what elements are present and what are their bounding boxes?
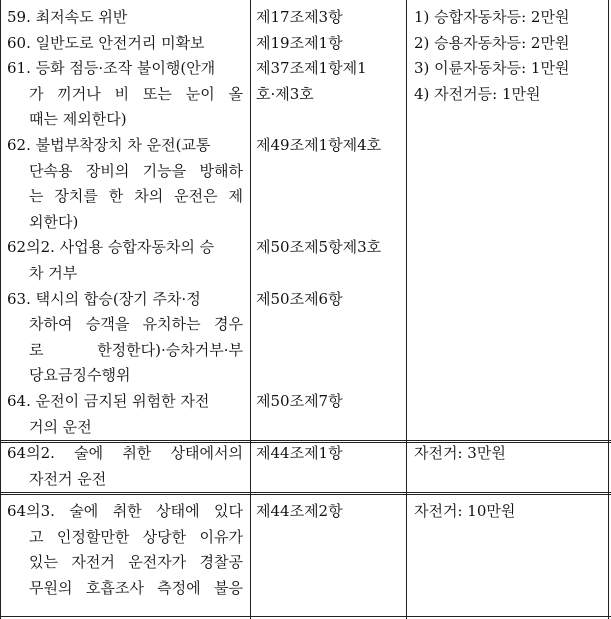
violation-cell (7, 5, 243, 440)
violation-line: 무원의 호흡조사 측정에 불응 (29, 578, 243, 597)
row-divider (0, 492, 611, 495)
provision-line: 호·제3호 (256, 84, 314, 103)
fine-line: 자전거: 3만원 (414, 444, 506, 462)
table-border-left (0, 0, 1, 619)
fine-line: 2) 승용자동차등: 2만원 (414, 33, 570, 52)
violation-line: 는 장치를 한 차의 운전은 제 (29, 187, 243, 206)
provision-line (256, 312, 404, 338)
violation-line: 단속용 장비의 기능을 방해하 (29, 161, 243, 180)
provision-line (256, 184, 404, 210)
violation-cell (7, 499, 243, 601)
fine-cell (414, 5, 606, 107)
violation-line: 당요금징수행위 (29, 366, 131, 385)
violation-line: 고 인정할만한 상당한 이유가 (29, 527, 243, 546)
violation-cell (7, 441, 243, 492)
provision-cell (256, 441, 404, 467)
violation-line: 있는 자전거 운전자가 경찰공 (29, 553, 243, 572)
provision-line (256, 210, 404, 236)
provision-line (256, 159, 404, 185)
violation-line: 외한다) (29, 212, 79, 231)
provision-line: 제50조제7항 (256, 391, 343, 410)
violation-line: 64의2. 술에 취한 상태에서의 (7, 444, 243, 462)
fine-cell (414, 499, 606, 525)
column-divider (250, 0, 251, 619)
provision-line (256, 261, 404, 287)
violation-line: 59. 최저속도 위반 (7, 8, 128, 26)
violation-line: 62의2. 사업용 승합자동차의 승 (7, 238, 215, 257)
fine-line: 4) 자전거등: 1만원 (414, 84, 541, 103)
violation-line: 가 끼거나 비 또는 눈이 올 (29, 84, 243, 103)
fine-line: 3) 이륜자동차등: 1만원 (414, 59, 570, 78)
violation-line: 64. 운전이 금지된 위험한 자전 (7, 391, 210, 410)
provision-line (256, 338, 404, 364)
provision-cell (256, 5, 404, 415)
provision-line: 제50조제6항 (256, 289, 343, 308)
fine-cell (414, 441, 606, 467)
table-border-right (608, 0, 609, 619)
provision-line: 제44조제2항 (256, 502, 343, 520)
violation-line: 로 한정한다)·승차거부·부 (29, 340, 243, 359)
violation-line: 자전거 운전 (29, 469, 107, 488)
violation-line: 60. 일반도로 안전거리 미확보 (7, 33, 205, 52)
violation-line: 62. 불법부착장치 차 운전(교통 (7, 135, 211, 154)
violation-line: 61. 등화 점등·조작 불이행(안개 (7, 59, 216, 78)
provision-line: 제44조제1항 (256, 444, 343, 462)
provision-line: 제49조제1항제4호 (256, 135, 382, 154)
provision-line (256, 107, 404, 133)
violation-line: 때는 제외한다) (29, 110, 127, 129)
violation-line: 차하여 승객을 유치하는 경우 (29, 315, 243, 334)
column-divider (406, 0, 407, 619)
fine-line: 자전거: 10만원 (414, 502, 516, 520)
provision-line (256, 363, 404, 389)
fine-line: 1) 승합자동차등: 2만원 (414, 8, 570, 26)
provision-line: 제50조제5항제3호 (256, 238, 382, 257)
violation-line: 차 거부 (29, 263, 78, 282)
table-border-bottom (0, 616, 611, 617)
violation-line: 64의3. 술에 취한 상태에 있다 (7, 502, 243, 520)
violation-line: 거의 운전 (29, 417, 92, 436)
provision-cell (256, 499, 404, 525)
violation-line: 63. 택시의 합승(장기 주차·정 (7, 289, 201, 308)
provision-line: 제19조제1항 (256, 33, 343, 52)
provision-line: 제37조제1항제1 (256, 59, 367, 78)
provision-line: 제17조제3항 (256, 8, 343, 26)
